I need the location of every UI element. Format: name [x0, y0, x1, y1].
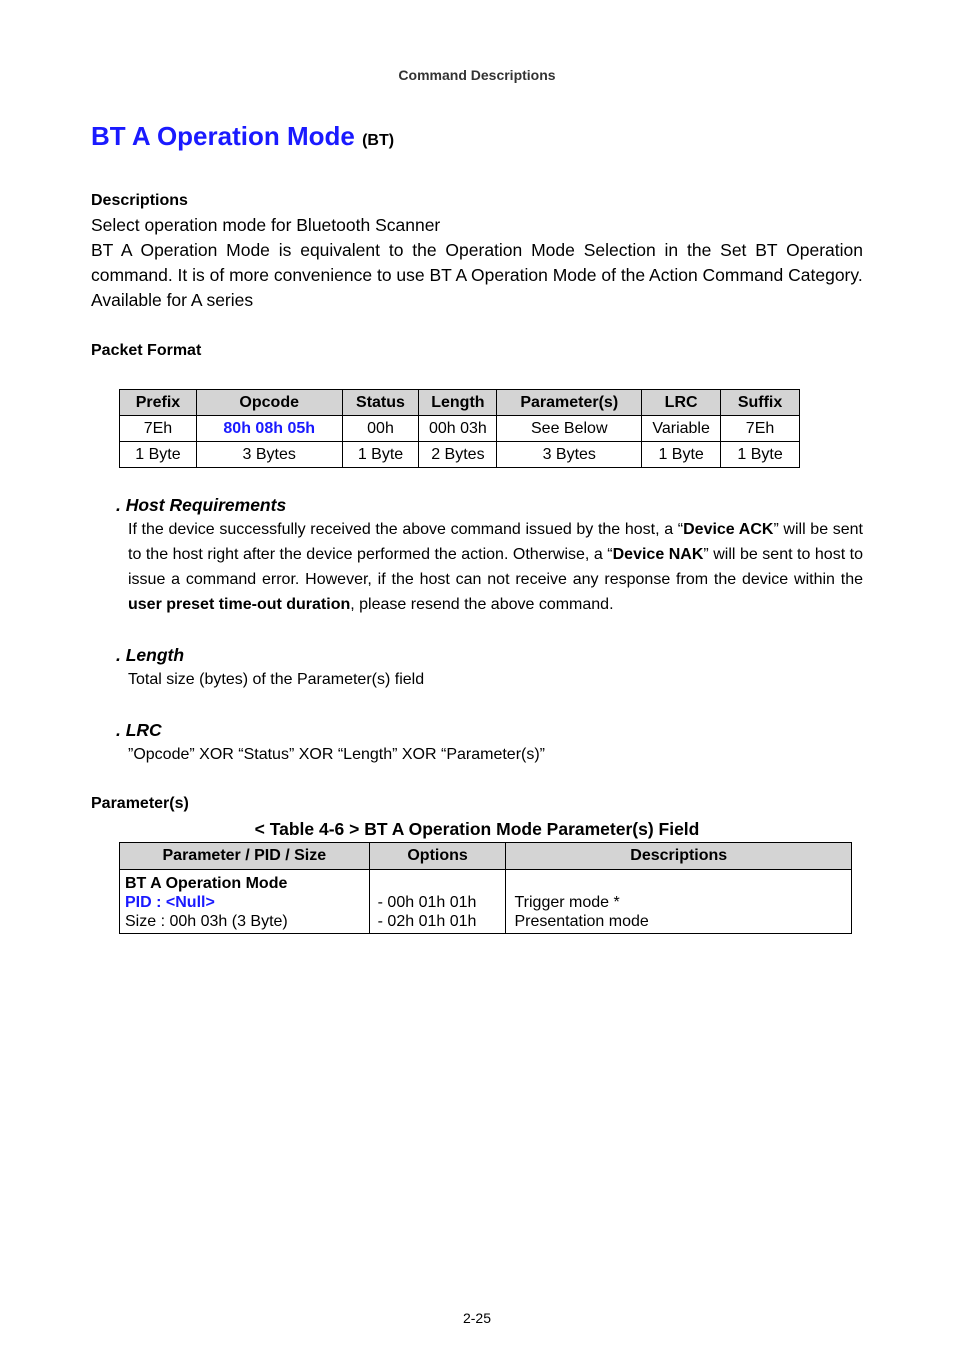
packet-col-lrc: LRC [642, 390, 721, 416]
packet-col-opcode: Opcode [196, 390, 342, 416]
lrc-text: ”Opcode” XOR “Status” XOR “Length” XOR “Parameter(s)” [128, 746, 545, 763]
host-text-1: If the device successfully received the above command issued by the host, a “ [128, 521, 684, 538]
table-row [120, 870, 852, 934]
packet-cell: 1 Byte [642, 442, 721, 468]
param-name: BT A Operation Mode [125, 875, 288, 892]
packet-cell: Variable [642, 416, 721, 442]
descriptions-line1: Select operation mode for Bluetooth Scanner [91, 215, 441, 235]
descriptions-heading: Descriptions [91, 192, 188, 209]
param-cell-descriptions [506, 870, 852, 934]
host-text-2: ” will be sent to the host right after the device performed the action. Otherwise, a “ [128, 521, 864, 563]
length-heading: . Length [116, 645, 185, 665]
packet-col-length: Length [419, 390, 497, 416]
param-option: - 00h 01h 01h [377, 894, 477, 911]
packet-cell: 1 Byte [342, 442, 419, 468]
param-cell-parameter [120, 870, 370, 934]
packet-col-status: Status [342, 390, 419, 416]
packet-cell: 3 Bytes [196, 442, 342, 468]
page-title [91, 121, 394, 152]
param-desc: Trigger mode * [514, 894, 620, 911]
host-requirements-heading: . Host Requirements [116, 495, 287, 515]
param-col-options: Options [369, 843, 506, 870]
packet-col-suffix: Suffix [721, 390, 800, 416]
packet-cell-opcode: 80h 08h 05h [196, 416, 342, 442]
table-caption: < Table 4-6 > BT A Operation Mode Parameter(s) Field [254, 819, 700, 839]
packet-cell: 7Eh [721, 416, 800, 442]
packet-cell: 1 Byte [120, 442, 197, 468]
page-header: Command Descriptions [398, 67, 556, 83]
param-desc: Presentation mode [514, 913, 649, 930]
parameters-header-row [120, 843, 852, 870]
packet-col-prefix: Prefix [120, 390, 197, 416]
packet-cell: 2 Bytes [419, 442, 497, 468]
host-requirements-text [128, 517, 863, 617]
param-col-parameter: Parameter / PID / Size [120, 843, 370, 870]
host-text-3: ” will be sent to host to issue a command error. However, if the host can not receive any response from the device within the [128, 546, 864, 588]
parameters-table [119, 842, 852, 934]
packet-col-parameters: Parameter(s) [497, 390, 642, 416]
packet-cell: See Below [497, 416, 642, 442]
param-option: - 02h 01h 01h [377, 913, 477, 930]
table-row [120, 416, 800, 442]
param-size: Size : 00h 03h (3 Byte) [125, 913, 288, 930]
length-text: Total size (bytes) of the Parameter(s) field [128, 671, 425, 688]
descriptions-line3: Available for A series [91, 290, 254, 310]
title-code: (BT) [362, 132, 395, 149]
page-number: 2-25 [462, 1310, 492, 1326]
param-cell-options [369, 870, 506, 934]
host-text-4: , please resend the above command. [350, 596, 614, 613]
packet-format-table [119, 389, 800, 468]
param-pid: PID : <Null> [125, 894, 215, 911]
param-col-descriptions: Descriptions [506, 843, 852, 870]
descriptions-para: BT A Operation Mode is equivalent to the Operation Mode Selection in the Set BT Operation command. It is of more convenience to use BT A Operation Mode of the Action Command Category. [91, 240, 863, 285]
device-nak-term: Device NAK [612, 546, 704, 563]
lrc-heading: . LRC [116, 720, 162, 740]
packet-cell: 7Eh [120, 416, 197, 442]
title-main: BT A Operation Mode [91, 121, 355, 151]
descriptions-block [91, 213, 863, 313]
packet-cell: 1 Byte [721, 442, 800, 468]
table-row [120, 442, 800, 468]
packet-cell: 3 Bytes [497, 442, 642, 468]
timeout-term: user preset time-out duration [128, 596, 351, 613]
packet-cell: 00h 03h [419, 416, 497, 442]
device-ack-term: Device ACK [683, 521, 774, 538]
parameters-heading: Parameter(s) [91, 795, 189, 812]
packet-header-row [120, 390, 800, 416]
packet-format-heading: Packet Format [91, 342, 202, 359]
packet-cell: 00h [342, 416, 419, 442]
